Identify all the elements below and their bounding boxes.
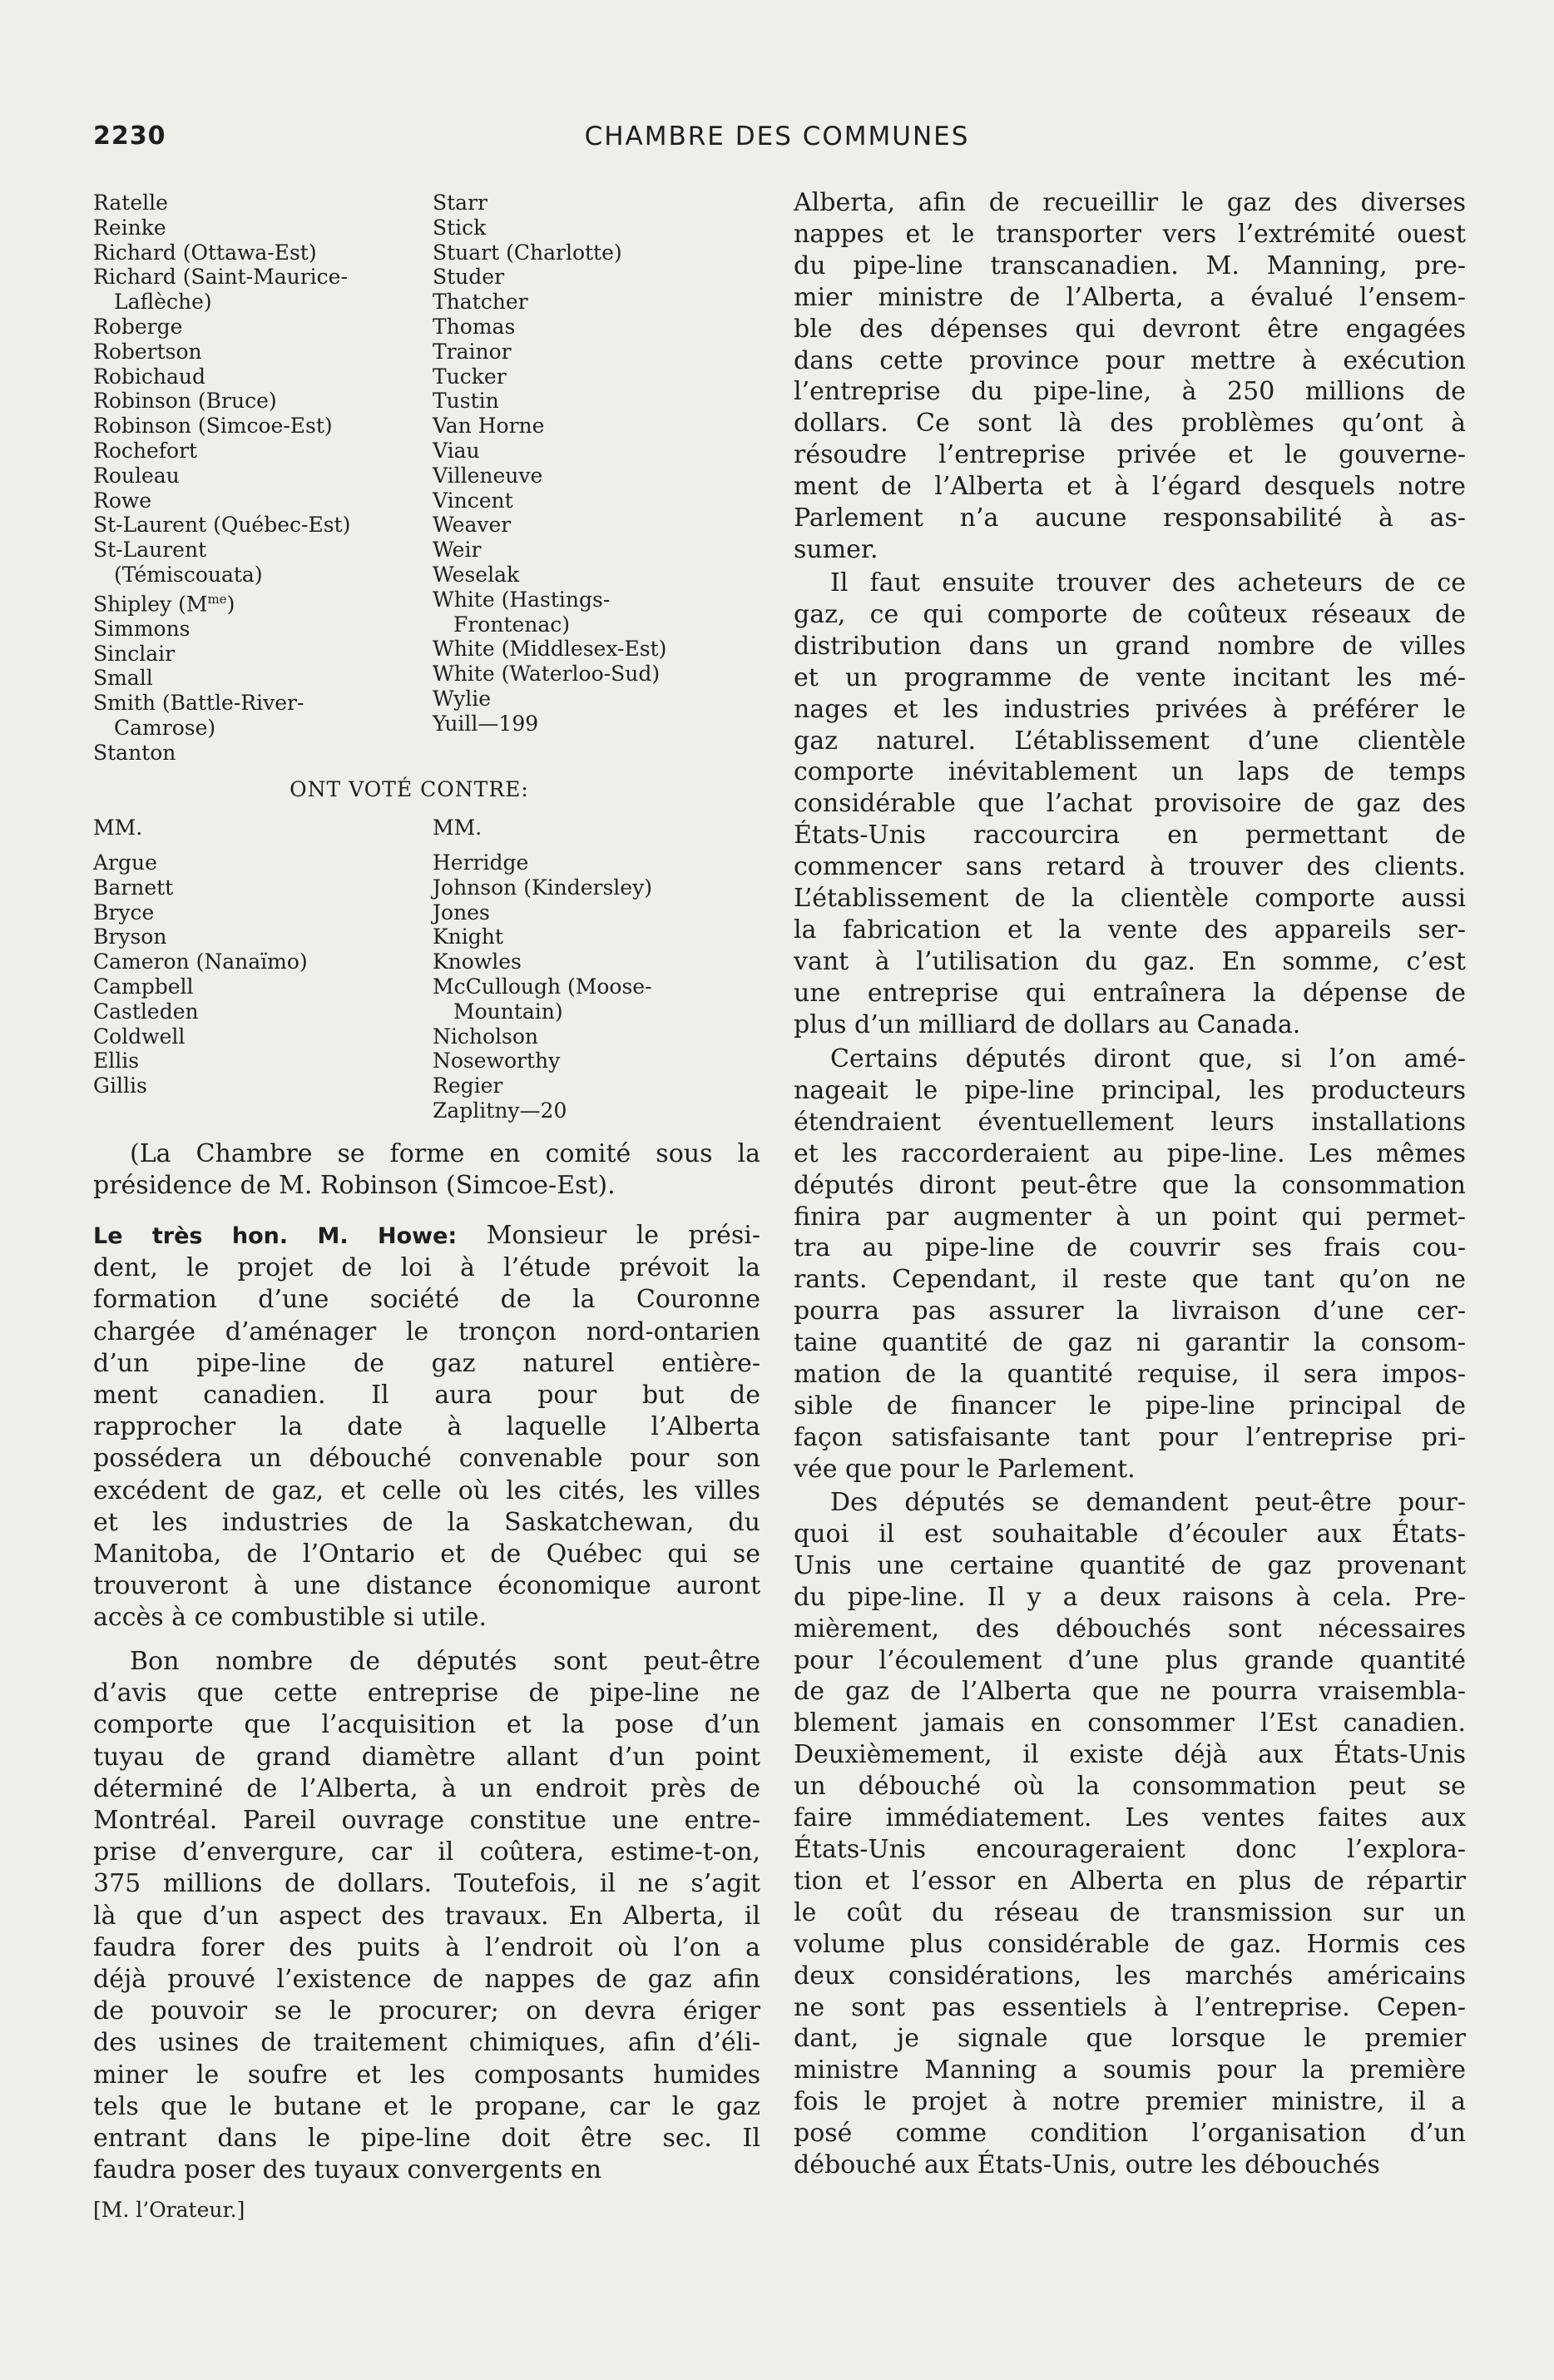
member-name: Jones (433, 900, 490, 925)
member-name: White (Middlesex-Est) (433, 637, 667, 662)
text-line: quoi il est souhaitable d’écouler aux États- (794, 1519, 1466, 1549)
member-name: St-Laurent (Québec-Est) (93, 513, 351, 538)
text-line: dant, je signale que lorsque le premier (794, 2024, 1466, 2054)
text-line: trouveront à une distance économique auront (93, 1571, 760, 1601)
member-name: Weselak (433, 562, 520, 587)
text-line: États-Unis raccourcira en permettant de (794, 821, 1466, 850)
member-name: Robinson (Bruce) (93, 389, 277, 414)
text-line: gaz, ce qui comporte de coûteux réseaux de (794, 599, 1466, 629)
member-name: Cameron (Nanaïmo) (93, 950, 308, 974)
text-line: distribution dans un grand nombre de villes (794, 631, 1466, 661)
text-line: nappes et le transporter vers l’extrémité ouest (794, 219, 1466, 249)
text-line: Deuxièmement, il existe déjà aux États-Unis (794, 1740, 1466, 1770)
text-line: tels que le butane et le propane, car le gaz (93, 2091, 760, 2121)
howe-paragraph-1 (93, 1220, 760, 1634)
member-name: Stanton (93, 740, 176, 765)
text-line: considérable que l’achat provisoire de gaz des (794, 789, 1466, 819)
member-name: Viau (433, 438, 480, 463)
text-line: chargée d’aménager le tronçon nord-ontarien (93, 1316, 760, 1346)
member-name: Yuill—199 (433, 711, 539, 736)
text-line: Des députés se demandent peut-être pour- (830, 1488, 1466, 1517)
member-name: Laflèche) (114, 290, 212, 315)
text-line: mièrement, des débouchés sont nécessaires (794, 1614, 1466, 1644)
member-name: Bryce (93, 900, 155, 925)
text-line: Bon nombre de députés sont peut-être (130, 1647, 760, 1676)
howe-first-line (93, 1220, 760, 1252)
text-line: présidence de M. Robinson (Simcoe-Est). (93, 1171, 616, 1200)
text-line: et les raccorderaient au pipe-line. Les mêmes (794, 1138, 1466, 1168)
text-line: déjà prouvé l’existence de nappes de gaz afin (93, 1965, 760, 1995)
member-name: Castleden (93, 999, 199, 1024)
text-line: volume plus considérable de gaz. Hormis ces (794, 1929, 1466, 1959)
text-line: taine quantité de gaz ni garantir la consom- (794, 1328, 1466, 1358)
votes-for-list-2 (433, 191, 666, 736)
right-paragraph-1 (794, 187, 1466, 566)
text-line: étendraient éventuellement leurs installations (794, 1107, 1466, 1137)
member-name: Ratelle (93, 191, 168, 215)
member-name: Gillis (93, 1073, 147, 1098)
text-line: débouché aux États-Unis, outre les débouchés (794, 2150, 1380, 2180)
member-name: White (Hastings- (433, 587, 611, 612)
text-line: Parlement n’a aucune responsabilité à as- (794, 503, 1466, 533)
text-line: possédera un débouché convenable pour son (93, 1444, 760, 1474)
text-line: ministre Manning a soumis pour la première (794, 2055, 1466, 2085)
mm-label-left: MM. (93, 816, 143, 840)
text-line: mation de la quantité requise, il sera impos- (794, 1360, 1466, 1390)
text-line: miner le soufre et les composants humides (93, 2060, 760, 2090)
text-line: Il faut ensuite trouver des acheteurs de ce (830, 568, 1466, 597)
text-line: Alberta, afin de recueillir le gaz des diverses (794, 188, 1466, 217)
text-line: sible de financer le pipe-line principal de (794, 1391, 1466, 1421)
votes-against-heading: ONT VOTÉ CONTRE: (290, 777, 529, 801)
text-line: excédent de gaz, et celle où les cités, les villes (93, 1475, 760, 1505)
member-name: Weir (433, 538, 482, 563)
member-name: (Témiscouata) (114, 562, 263, 587)
text-line: le coût du réseau de transmission sur un (794, 1897, 1466, 1927)
member-name: Weaver (433, 513, 512, 538)
member-name: Zaplitny—20 (433, 1098, 567, 1123)
text-line: rapprocher la date à laquelle l’Alberta (93, 1412, 760, 1442)
text-line: L’établissement de la clientèle comporte aussi (794, 884, 1466, 914)
member-name: Small (93, 666, 153, 691)
text-line: deux considérations, les marchés américains (794, 1961, 1466, 1991)
text-line: commencer sans retard à trouver des clients. (794, 852, 1466, 882)
text-line: nages et les industries privées à préférer le (794, 694, 1466, 724)
text-line: vée que pour le Parlement. (794, 1454, 1136, 1484)
member-name: Argue (93, 850, 157, 875)
member-name: Wylie (433, 686, 492, 711)
member-name: Regier (433, 1073, 503, 1098)
text-line: Certains députés diront que, si l’on amé- (830, 1044, 1466, 1073)
text-line: (La Chambre se forme en comité sous la (130, 1139, 760, 1168)
text-line: des usines de traitement chimiques, afin d’éli- (93, 2028, 760, 2058)
running-head: CHAMBRE DES COMMUNES (584, 121, 970, 151)
member-name: Starr (433, 191, 487, 215)
text-line: comporte inévitablement un laps de temps (794, 757, 1466, 787)
text-line: tuyau de grand diamètre allant d’un point (93, 1742, 760, 1772)
text-line: ble des dépenses qui devront être engagées (794, 314, 1466, 344)
text-line: déterminé de l’Alberta, à un endroit près de (93, 1773, 760, 1803)
member-name: Frontenac) (453, 612, 571, 637)
right-paragraph-3 (794, 1044, 1466, 1485)
member-name: Robertson (93, 339, 202, 364)
text-line: gaz naturel. L’établissement d’une clientèle (794, 726, 1466, 756)
text-line: mier ministre de l’Alberta, a évalué l’ensem- (794, 282, 1466, 312)
votes-against-list-1 (93, 850, 308, 1098)
member-name: Van Horne (433, 414, 545, 439)
text-line: et les industries de la Saskatchewan, du (93, 1507, 760, 1537)
member-name: Richard (Saint-Maurice- (93, 265, 348, 290)
text-line: dans cette province pour mettre à exécution (794, 345, 1466, 375)
text-line: là que d’un aspect des travaux. En Alberta, il (93, 1901, 760, 1931)
para1-first-text: Monsieur le prési- (486, 1221, 760, 1250)
member-name: Villeneuve (433, 463, 543, 488)
text-line: prise d’envergure, car il coûtera, estime-t-on, (93, 1837, 760, 1867)
text-line: dent, le projet de loi à l’étude prévoit la (93, 1253, 760, 1283)
member-name: Rochefort (93, 438, 198, 463)
member-name: Rowe (93, 488, 152, 513)
member-name: Barnett (93, 875, 174, 900)
member-name: Campbell (93, 974, 194, 999)
text-line: rants. Cependant, il reste que tant qu’on ne (794, 1265, 1466, 1295)
text-line: l’entreprise du pipe-line, à 250 millions de (794, 377, 1466, 407)
speaker-name: Le très hon. M. Howe: (93, 1223, 458, 1249)
text-line: Manitoba, de l’Ontario et de Québec qui se (93, 1540, 760, 1569)
member-name: Reinke (93, 215, 166, 240)
member-name: Herridge (433, 850, 529, 875)
text-line: d’avis que cette entreprise de pipe-line ne (93, 1678, 760, 1708)
member-name: Mountain) (453, 999, 563, 1024)
text-line: du pipe-line. Il y a deux raisons à cela. Pre- (794, 1582, 1466, 1612)
member-name: Studer (433, 265, 505, 290)
text-line: accès à ce combustible si utile. (93, 1603, 487, 1633)
text-line: comporte que l’acquisition et la pose d’un (93, 1710, 760, 1740)
text-line: d’un pipe-line de gaz naturel entière- (93, 1348, 760, 1378)
text-line: finira par augmenter à un point qui permet- (794, 1202, 1466, 1232)
text-line: ne sont pas essentiels à l’entreprise. Cepen- (794, 1992, 1466, 2022)
member-name: St-Laurent (93, 538, 207, 563)
text-line: Unis une certaine quantité de gaz provenant (794, 1550, 1466, 1580)
right-paragraph-2 (794, 568, 1466, 1041)
speaker-footer-tag: [M. l’Orateur.] (93, 2198, 245, 2222)
member-name: Simmons (93, 616, 191, 641)
text-line: formation d’une société de la Couronne (93, 1285, 760, 1315)
text-line: ment de l’Alberta et à l’égard desquels notre (794, 472, 1466, 502)
votes-against-list-2 (433, 850, 652, 1123)
member-name: Camrose) (114, 716, 216, 741)
member-name: Stick (433, 215, 487, 240)
member-name: White (Waterloo-Sud) (433, 662, 661, 687)
text-line: du pipe-line transcanadien. M. Manning, pre- (794, 250, 1466, 280)
votes-for-list-1 (93, 191, 350, 766)
member-name: Vincent (433, 488, 513, 513)
text-line: et un programme de vente incitant les mé- (794, 662, 1466, 692)
mm-label-right: MM. (433, 816, 483, 840)
text-line: pour l’écoulement d’une plus grande quantité (794, 1645, 1466, 1675)
text-line: tra au pipe-line de couvrir ses frais cou- (794, 1233, 1466, 1263)
text-line: États-Unis encourageraient donc l’explora- (794, 1834, 1466, 1864)
member-name: Richard (Ottawa-Est) (93, 240, 317, 265)
member-name: Ellis (93, 1049, 140, 1073)
member-name: McCullough (Moose- (433, 974, 652, 999)
member-name: Johnson (Kindersley) (433, 875, 652, 900)
text-line: vant à l’utilisation du gaz. En somme, c’est (794, 946, 1466, 976)
text-line: un débouché où la consommation peut se (794, 1772, 1466, 1802)
text-line: pourra pas assurer la livraison d’une cer- (794, 1297, 1466, 1326)
text-line: la fabrication et la vente des appareils ser- (794, 915, 1466, 945)
member-name: Tustin (433, 389, 499, 414)
right-paragraph-4 (794, 1487, 1466, 2181)
member-name: Thatcher (433, 290, 528, 315)
text-line: façon satisfaisante tant pour l’entreprise pri- (794, 1422, 1466, 1452)
member-name: Bryson (93, 925, 167, 950)
member-name: Coldwell (93, 1024, 186, 1049)
member-name: Robinson (Simcoe-Est) (93, 414, 333, 439)
text-line: de pouvoir se le procurer; on devra ériger (93, 1996, 760, 2026)
member-name: Knight (433, 925, 503, 950)
text-line: faire immédiatement. Les ventes faites aux (794, 1803, 1466, 1833)
text-line: ment canadien. Il aura pour but de (93, 1381, 760, 1411)
text-line: dollars. Ce sont là des problèmes qu’ont à (794, 409, 1466, 439)
text-line: tion et l’essor en Alberta en plus de répartir (794, 1866, 1466, 1896)
member-name: Roberge (93, 314, 183, 339)
text-line: blement jamais en consommer l’Est canadien. (794, 1708, 1466, 1738)
text-line: faudra forer des puits à l’endroit où l’on a (93, 1932, 760, 1962)
text-line: entrant dans le pipe-line doit être sec. Il (93, 2124, 760, 2154)
text-line: posé comme condition l’organisation d’un (794, 2119, 1466, 2149)
member-name: Smith (Battle-River- (93, 691, 304, 716)
committee-note (93, 1138, 760, 1202)
text-line: sumer. (794, 534, 878, 564)
member-name: Robichaud (93, 364, 205, 389)
text-line: faudra poser des tuyaux convergents en (93, 2155, 602, 2185)
member-name: Stuart (Charlotte) (433, 240, 622, 265)
text-line: résoudre l’entreprise privée et le gouverne- (794, 440, 1466, 470)
member-name: Nicholson (433, 1024, 539, 1049)
text-line: de gaz de l’Alberta que ne pourra vraisembla- (794, 1677, 1466, 1707)
member-name: Shipley $(M^{me})$ (93, 591, 235, 617)
member-name: Rouleau (93, 463, 180, 488)
member-name: Knowles (433, 950, 522, 974)
text-line: une entreprise qui entraînera la dépense de (794, 978, 1466, 1008)
text-line: nageait le pipe-line principal, les producteurs (794, 1075, 1466, 1105)
text-line: fois le projet à notre premier ministre, il a (794, 2087, 1466, 2117)
text-line: plus d’un milliard de dollars au Canada. (794, 1009, 1301, 1039)
text-line: 375 millions de dollars. Toutefois, il ne s’agit (93, 1869, 760, 1899)
page-number: 2230 (93, 121, 166, 151)
member-name: Thomas (433, 314, 516, 339)
text-line: Montréal. Pareil ouvrage constitue une entre- (93, 1806, 760, 1836)
member-name: Noseworthy (433, 1049, 561, 1073)
member-name: Trainor (433, 339, 512, 364)
member-name: Sinclair (93, 641, 176, 666)
howe-paragraph-2 (93, 1646, 760, 2186)
text-line: députés diront peut-être que la consommation (794, 1170, 1466, 1200)
member-name: Tucker (433, 364, 507, 389)
